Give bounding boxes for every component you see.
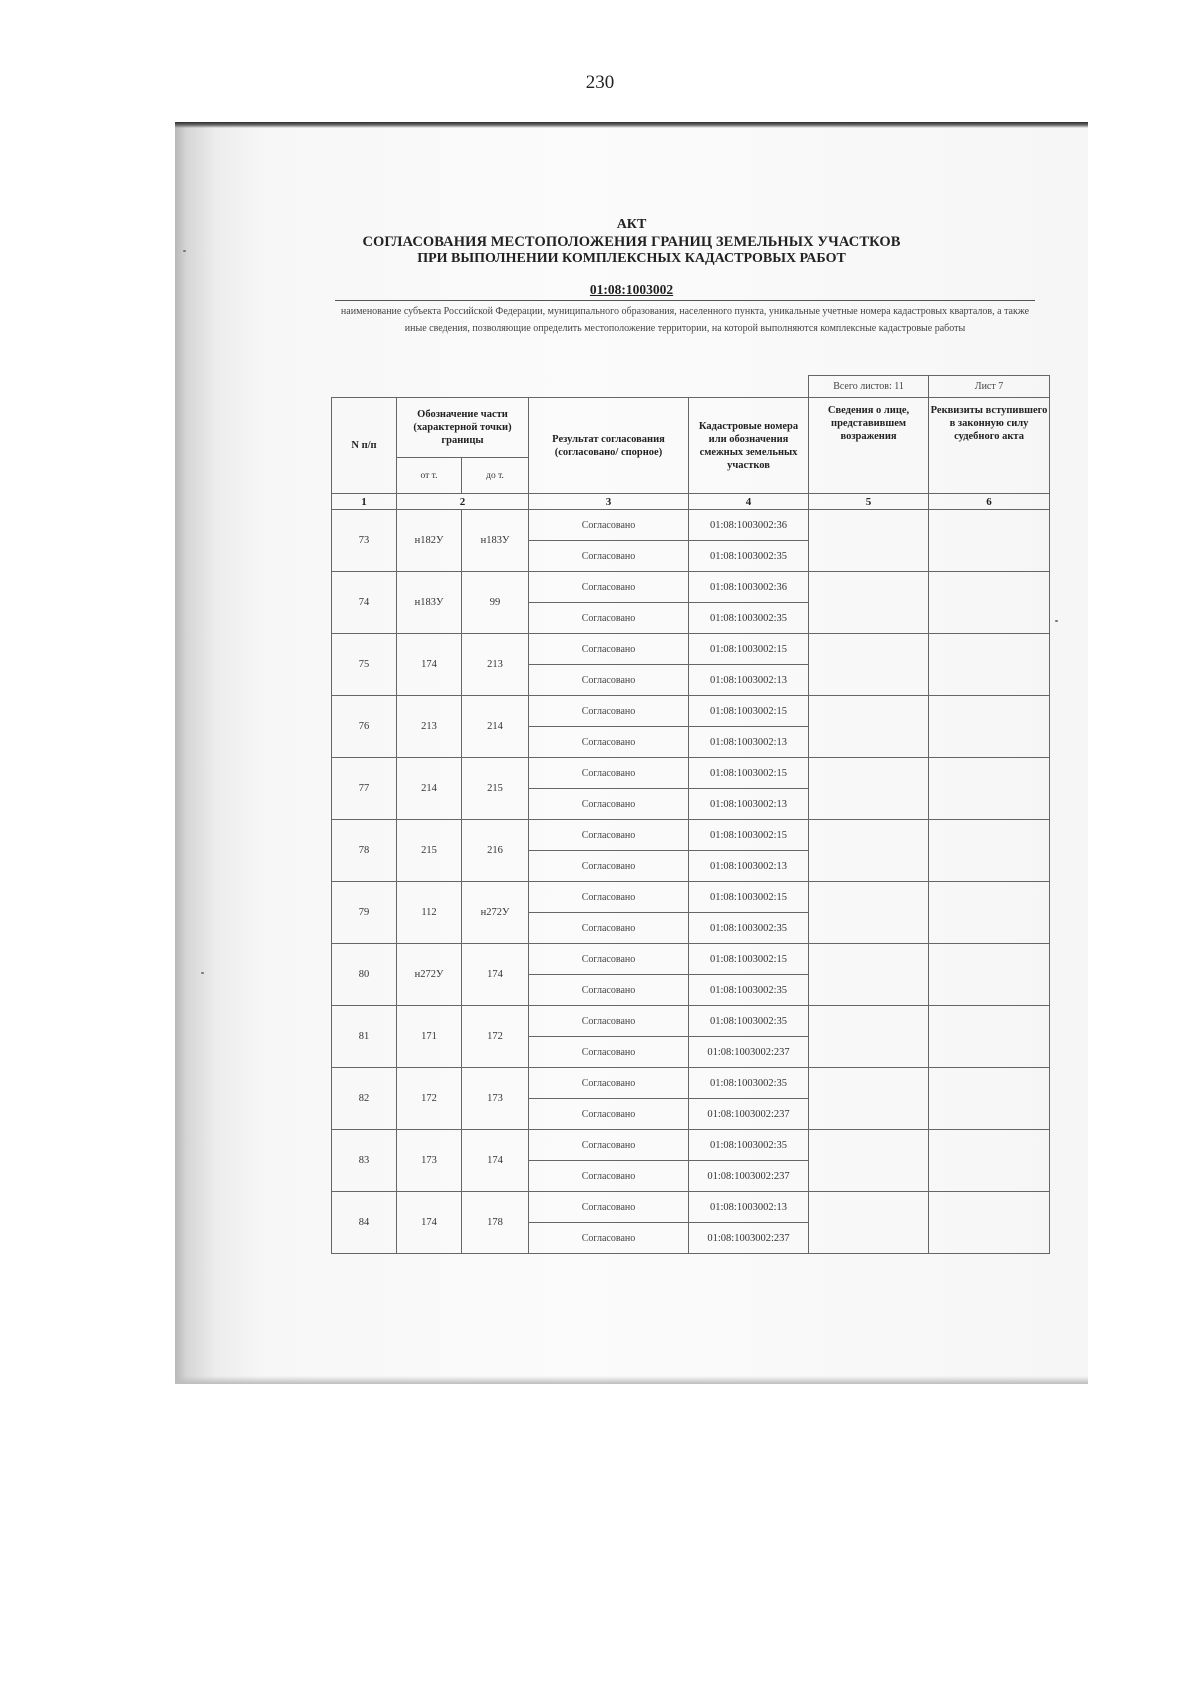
approval-result: Согласовано [529, 1068, 689, 1099]
from-point: 213 [397, 696, 462, 758]
approval-result: Согласовано [529, 789, 689, 820]
from-point: 172 [397, 1068, 462, 1130]
objection-cell [809, 634, 929, 696]
act-title: АКТ [616, 217, 647, 232]
header-boundary-part: Обозначение части (характерной точки) границы [397, 398, 529, 458]
cadastral-number: 01:08:1003002:35 [689, 913, 809, 944]
act-title-line-2: СОГЛАСОВАНИЯ МЕСТОПОЛОЖЕНИЯ ГРАНИЦ ЗЕМЕЛЬНЫХ УЧАСТКОВ [362, 234, 901, 250]
row-number: 76 [332, 696, 397, 758]
cadastral-number: 01:08:1003002:35 [689, 603, 809, 634]
approval-result: Согласовано [529, 975, 689, 1006]
approval-result: Согласовано [529, 913, 689, 944]
cadastral-number: 01:08:1003002:13 [689, 665, 809, 696]
to-point: 214 [462, 696, 529, 758]
court-act-cell [929, 758, 1050, 820]
from-point: 174 [397, 1192, 462, 1254]
scan-top-edge [175, 122, 1088, 128]
objection-cell [809, 1006, 929, 1068]
approval-result: Согласовано [529, 665, 689, 696]
approval-result: Согласовано [529, 1130, 689, 1161]
approval-result: Согласовано [529, 1161, 689, 1192]
cadastral-number: 01:08:1003002:35 [689, 1006, 809, 1037]
to-point: н272У [462, 882, 529, 944]
cadastral-number: 01:08:1003002:15 [689, 882, 809, 913]
cadastral-number: 01:08:1003002:36 [689, 510, 809, 541]
approval-result: Согласовано [529, 541, 689, 572]
cadastral-number: 01:08:1003002:237 [689, 1037, 809, 1068]
cadastral-quarter-number: 01:08:1003002 [589, 282, 674, 297]
cadastral-number: 01:08:1003002:13 [689, 1192, 809, 1223]
approval-result: Согласовано [529, 1223, 689, 1254]
to-point: 99 [462, 572, 529, 634]
scan-speck [201, 972, 204, 974]
cadastral-number: 01:08:1003002:36 [689, 572, 809, 603]
table-row [332, 696, 1050, 727]
approval-result: Согласовано [529, 1192, 689, 1223]
page-number: 230 [585, 72, 615, 93]
court-act-cell [929, 696, 1050, 758]
cadastral-number: 01:08:1003002:35 [689, 541, 809, 572]
to-point: н183У [462, 510, 529, 572]
from-point: 214 [397, 758, 462, 820]
objection-cell [809, 944, 929, 1006]
court-act-cell [929, 572, 1050, 634]
table-row [332, 1192, 1050, 1223]
row-number: 84 [332, 1192, 397, 1254]
column-number: 6 [929, 494, 1050, 510]
cadastral-number: 01:08:1003002:15 [689, 944, 809, 975]
header-to-point: до т. [462, 458, 529, 494]
header-spacer [332, 376, 809, 398]
cadastral-number: 01:08:1003002:15 [689, 758, 809, 789]
table-row [332, 820, 1050, 851]
court-act-cell [929, 1192, 1050, 1254]
header-number: N п/п [332, 398, 397, 494]
cadastral-number: 01:08:1003002:237 [689, 1099, 809, 1130]
header-objection: Сведения о лице, представившем возражения [809, 398, 929, 494]
row-number: 77 [332, 758, 397, 820]
column-number: 4 [689, 494, 809, 510]
sheet-number: Лист 7 [929, 376, 1050, 398]
from-point: 173 [397, 1130, 462, 1192]
row-number: 73 [332, 510, 397, 572]
approval-result: Согласовано [529, 696, 689, 727]
cadastral-number: 01:08:1003002:15 [689, 696, 809, 727]
from-point: н183У [397, 572, 462, 634]
objection-cell [809, 572, 929, 634]
court-act-cell [929, 1068, 1050, 1130]
approval-result: Согласовано [529, 510, 689, 541]
approval-table [331, 375, 1050, 1254]
approval-result: Согласовано [529, 820, 689, 851]
to-point: 173 [462, 1068, 529, 1130]
approval-result: Согласовано [529, 882, 689, 913]
table-row [332, 634, 1050, 665]
court-act-cell [929, 882, 1050, 944]
approval-result: Согласовано [529, 634, 689, 665]
table-row [332, 1006, 1050, 1037]
header-from-point: от т. [397, 458, 462, 494]
total-sheets: Всего листов: 11 [809, 376, 929, 398]
court-act-cell [929, 510, 1050, 572]
header-court-act: Реквизиты вступившего в законную силу судебного акта [929, 398, 1050, 494]
objection-cell [809, 1192, 929, 1254]
scan-speck [1055, 620, 1058, 622]
to-point: 213 [462, 634, 529, 696]
to-point: 174 [462, 944, 529, 1006]
row-number: 82 [332, 1068, 397, 1130]
column-number: 5 [809, 494, 929, 510]
objection-cell [809, 758, 929, 820]
cadastral-number: 01:08:1003002:13 [689, 789, 809, 820]
row-number: 74 [332, 572, 397, 634]
underline-rule [335, 300, 1035, 301]
from-point: 171 [397, 1006, 462, 1068]
to-point: 174 [462, 1130, 529, 1192]
court-act-cell [929, 944, 1050, 1006]
approval-result: Согласовано [529, 603, 689, 634]
from-point: 215 [397, 820, 462, 882]
objection-cell [809, 1068, 929, 1130]
row-number: 80 [332, 944, 397, 1006]
table-row [332, 882, 1050, 913]
approval-result: Согласовано [529, 727, 689, 758]
to-point: 178 [462, 1192, 529, 1254]
act-title-line-3: ПРИ ВЫПОЛНЕНИИ КОМПЛЕКСНЫХ КАДАСТРОВЫХ РАБОТ [417, 251, 846, 266]
approval-result: Согласовано [529, 1006, 689, 1037]
cadastral-number: 01:08:1003002:35 [689, 975, 809, 1006]
approval-result: Согласовано [529, 944, 689, 975]
cadastral-number: 01:08:1003002:237 [689, 1223, 809, 1254]
header-cadastral: Кадастровые номера или обозначения смежных земельных участков [689, 398, 809, 494]
objection-cell [809, 510, 929, 572]
court-act-cell [929, 1006, 1050, 1068]
from-point: 112 [397, 882, 462, 944]
scan-bottom-edge [175, 1376, 1088, 1384]
approval-result: Согласовано [529, 572, 689, 603]
objection-cell [809, 1130, 929, 1192]
cadastral-number: 01:08:1003002:35 [689, 1068, 809, 1099]
from-point: н182У [397, 510, 462, 572]
column-number: 2 [397, 494, 529, 510]
table-row [332, 510, 1050, 541]
from-point: н272У [397, 944, 462, 1006]
approval-result: Согласовано [529, 1099, 689, 1130]
approval-result: Согласовано [529, 758, 689, 789]
table-row [332, 1130, 1050, 1161]
court-act-cell [929, 1130, 1050, 1192]
court-act-cell [929, 820, 1050, 882]
table-row [332, 1068, 1050, 1099]
table-row [332, 758, 1050, 789]
territory-caption: наименование субъекта Российской Федерации, муниципального образования, населенного пункта, уникальные учетные номера кадастровых кварталов, а также иные сведения, позволяющие определить местоположение территории, на которой выполняются комплексные кадастровые работы [340, 306, 1030, 334]
to-point: 216 [462, 820, 529, 882]
cadastral-number: 01:08:1003002:15 [689, 634, 809, 665]
to-point: 172 [462, 1006, 529, 1068]
column-number: 1 [332, 494, 397, 510]
row-number: 78 [332, 820, 397, 882]
row-number: 79 [332, 882, 397, 944]
row-number: 81 [332, 1006, 397, 1068]
cadastral-number: 01:08:1003002:13 [689, 727, 809, 758]
objection-cell [809, 696, 929, 758]
objection-cell [809, 820, 929, 882]
header-result: Результат согласования (согласовано/ спорное) [529, 398, 689, 494]
column-number: 3 [529, 494, 689, 510]
cadastral-number: 01:08:1003002:13 [689, 851, 809, 882]
row-number: 75 [332, 634, 397, 696]
cadastral-number: 01:08:1003002:15 [689, 820, 809, 851]
cadastral-number: 01:08:1003002:35 [689, 1130, 809, 1161]
objection-cell [809, 882, 929, 944]
table-row [332, 572, 1050, 603]
row-number: 83 [332, 1130, 397, 1192]
table-row [332, 944, 1050, 975]
to-point: 215 [462, 758, 529, 820]
approval-result: Согласовано [529, 851, 689, 882]
scanned-page [175, 122, 1088, 1384]
court-act-cell [929, 634, 1050, 696]
from-point: 174 [397, 634, 462, 696]
approval-result: Согласовано [529, 1037, 689, 1068]
cadastral-number: 01:08:1003002:237 [689, 1161, 809, 1192]
